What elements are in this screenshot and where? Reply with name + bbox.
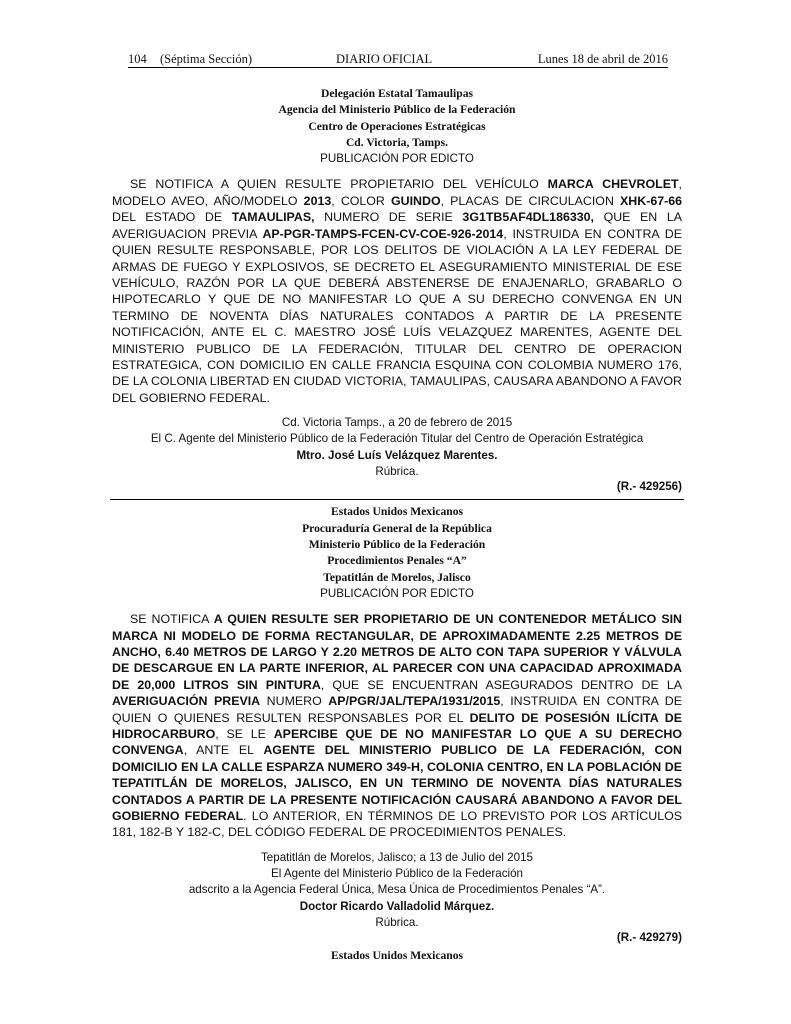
notice-2-body [110, 611, 684, 841]
body-text-run: , PLACAS DE CIRCULACION [440, 193, 621, 208]
heading-line: Centro de Operaciones Estratégicas [308, 119, 486, 133]
rubrica: Rúbrica. [375, 465, 419, 479]
body-text-run: SE NOTIFICA A QUIEN RESULTE PROPIETARIO DEL VEHÍCULO [130, 177, 548, 192]
signer-title: El Agente del Ministerio Público de la Federación [271, 867, 523, 881]
body-text-run: , ANTE EL [183, 743, 264, 758]
publication-name: DIARIO OFICIAL [336, 52, 433, 66]
emphasized-text: TAMAULIPAS, [231, 210, 315, 225]
signer-name: Doctor Ricardo Valladolid Márquez. [299, 899, 495, 913]
body-text-run: . LO ANTERIOR, EN TÉRMINOS DE LO PREVISTO POR LOS ARTÍCULOS 181, 182-B Y 182-C, DEL CÓDIGO FEDERAL DE PROCEDIMIENTOS PENALES. [112, 809, 682, 840]
body-text-run: DEL ESTADO DE [112, 210, 232, 225]
notice-1-body [110, 176, 684, 406]
notice-subheading: PUBLICACIÓN POR EDICTO [320, 586, 474, 600]
signer-title: El C. Agente del Ministerio Público de la Federación Titular del Centro de Operación Estratégica [150, 432, 644, 446]
heading-line: Ministerio Público de la Federación [308, 537, 486, 551]
notice-2-signature [110, 850, 684, 931]
heading-line: Delegación Estatal Tamaulipas [320, 87, 474, 100]
notice-1 [110, 86, 684, 493]
gazette-page [110, 52, 684, 965]
heading-line: Estados Unidos Mexicanos [330, 505, 464, 519]
body-text-run: SE NOTIFICA [130, 612, 214, 627]
emphasized-text: APERCIBE QUE DE NO MANIFESTAR LO QUE A SU DERECHO CONVENGA [112, 726, 682, 758]
body-text-run: , SE LE [215, 726, 274, 741]
body-text-run: , COLOR [331, 193, 392, 208]
emphasized-text: 3G1TB5AF4DL186330, [462, 210, 594, 225]
notice-2-heading [110, 504, 684, 602]
emphasized-text: 2013 [303, 193, 332, 208]
body-text-run: NUMERO DE SERIE [314, 210, 463, 225]
body-text-run: , QUE SE ENCUENTRAN ASEGURADOS DENTRO DE LA [320, 677, 682, 692]
place-date: Tepatitlán de Morelos, Jalisco; a 13 de Julio del 2015 [261, 850, 533, 864]
signer-office: adscrito a la Agencia Federal Única, Mesa Única de Procedimientos Penales “A”. [188, 883, 606, 897]
reference-number: (R.- 429279) [616, 931, 682, 945]
emphasized-text: XHK-67-66 [620, 193, 683, 208]
place-date: Cd. Victoria Tamps., a 20 de febrero de 2015 [281, 416, 513, 430]
notice-1-heading [110, 86, 684, 167]
notice-divider [110, 499, 684, 500]
issue-date: Lunes 18 de abril de 2016 [537, 52, 668, 66]
body-text-run: , MODELO AVEO, AÑO/MODELO [112, 177, 682, 208]
emphasized-text: AVERIGUACIÓN PREVIA [112, 694, 261, 709]
running-header [110, 52, 684, 68]
emphasized-text: A QUIEN RESULTE SER PROPIETARIO DE UN CONTENEDOR METÁLICO SIN MARCA NI MODELO DE FORMA RECTANGULAR, DE APROXIMADAMENTE 2.25 METROS DE ANCHO, 6.40 METROS DE LARGO Y 2.20 METROS DE ALTO CON TAPA SUPERIOR Y VÁLVULA DE DESCARGUE EN LA PARTE INFERIOR, AL PARECER CON UNA CAPACIDAD APROXIMADA DE 20,000 LITROS SIN PINTURA [112, 612, 682, 692]
emphasized-text: GUINDO [391, 193, 441, 208]
rubrica: Rúbrica. [375, 916, 419, 930]
signer-name: Mtro. José Luís Velázquez Marentes. [296, 448, 498, 462]
emphasized-text: AGENTE DEL MINISTERIO PUBLICO DE LA FEDERACIÓN, CON DOMICILIO EN LA CALLE ESPARZA NUMERO 349-H, COLONIA CENTRO, EN LA POBLACIÓN DE TEPATITLÁN DE MORELOS, JALISCO, EN UN TERMINO DE NOVENTA DÍAS NATURALES CONTADOS A PARTIR DE LA PRESENTE NOTIFICACIÓN CAUSARÁ ABANDONO A FAVOR DEL GOBIERNO FEDERAL [112, 743, 682, 824]
reference-number: (R.- 429256) [616, 480, 682, 494]
heading-line: Procuraduría General de la República [302, 521, 492, 535]
heading-line: Procedimientos Penales “A” [327, 554, 467, 568]
emphasized-text: AP/PGR/JAL/TEPA/1931/2015 [328, 694, 501, 709]
section-label: (Séptima Sección) [160, 52, 252, 66]
page-number: 104 [128, 52, 147, 66]
header-rule [128, 67, 668, 68]
body-text-run: , INSTRUIDA EN CONTRA DE QUIEN O QUIENES RESULTEN RESPONSABLES POR EL [112, 694, 682, 725]
heading-line: Cd. Victoria, Tamps. [345, 135, 449, 149]
heading-line: Tepatitlán de Morelos, Jalisco [323, 570, 471, 584]
body-text-run: , INSTRUIDA EN CONTRA DE QUIEN RESULTE RESPONSABLE, POR LOS DELITOS DE VIOLACIÓN A LA LEY FEDERAL DE ARMAS DE FUEGO Y EXPLOSIVOS, SE DECRETO EL ASEGURAMIENTO MINISTERIAL DE ESE VEHÍCULO, RAZÓN POR LA QUE DEBERÁ ABSTENERSE DE ENAJENARLO, GRABARLO O HIPOTECARLO Y QUE DE NO MANIFESTAR LO QUE A SU DERECHO CONVENGA EN UN TERMINO DE NOVENTA DÍAS NATURALES CONTADOS A PARTIR DE LA PRESENTE NOTIFICACIÓN, ANTE EL C. MAESTRO JOSÉ LUÍS VELAZQUEZ MARENTES, AGENTE DEL MINISTERIO PUBLICO DE LA FEDERACIÓN, TITULAR DEL CENTRO DE OPERACION ESTRATEGICA, CON DOMICILIO EN CALLE FRANCIA ESQUINA CON COLOMBIA NUMERO 176, DE LA COLONIA LIBERTAD EN CIUDAD VICTORIA, TAMAULIPAS, CAUSARA ABANDONO A FAVOR DEL GOBIERNO FEDERAL. [112, 226, 682, 405]
notice-3-heading [110, 948, 684, 964]
body-text-run: NUMERO [260, 694, 329, 709]
heading-line: Agencia del Ministerio Público de la Federación [278, 103, 516, 117]
emphasized-text: AP-PGR-TAMPS-FCEN-CV-COE-926-2014 [262, 226, 504, 241]
notice-subheading: PUBLICACIÓN POR EDICTO [320, 152, 474, 166]
notice-2 [110, 504, 684, 944]
notice-1-signature [110, 415, 684, 480]
body-text-run: QUE EN LA AVERIGUACION PREVIA [112, 210, 682, 241]
emphasized-text: MARCA CHEVROLET [547, 177, 679, 192]
emphasized-text: DELITO DE POSESIÓN ILÍCITA DE HIDROCARBURO [112, 710, 683, 741]
heading-line: Estados Unidos Mexicanos [330, 949, 464, 963]
